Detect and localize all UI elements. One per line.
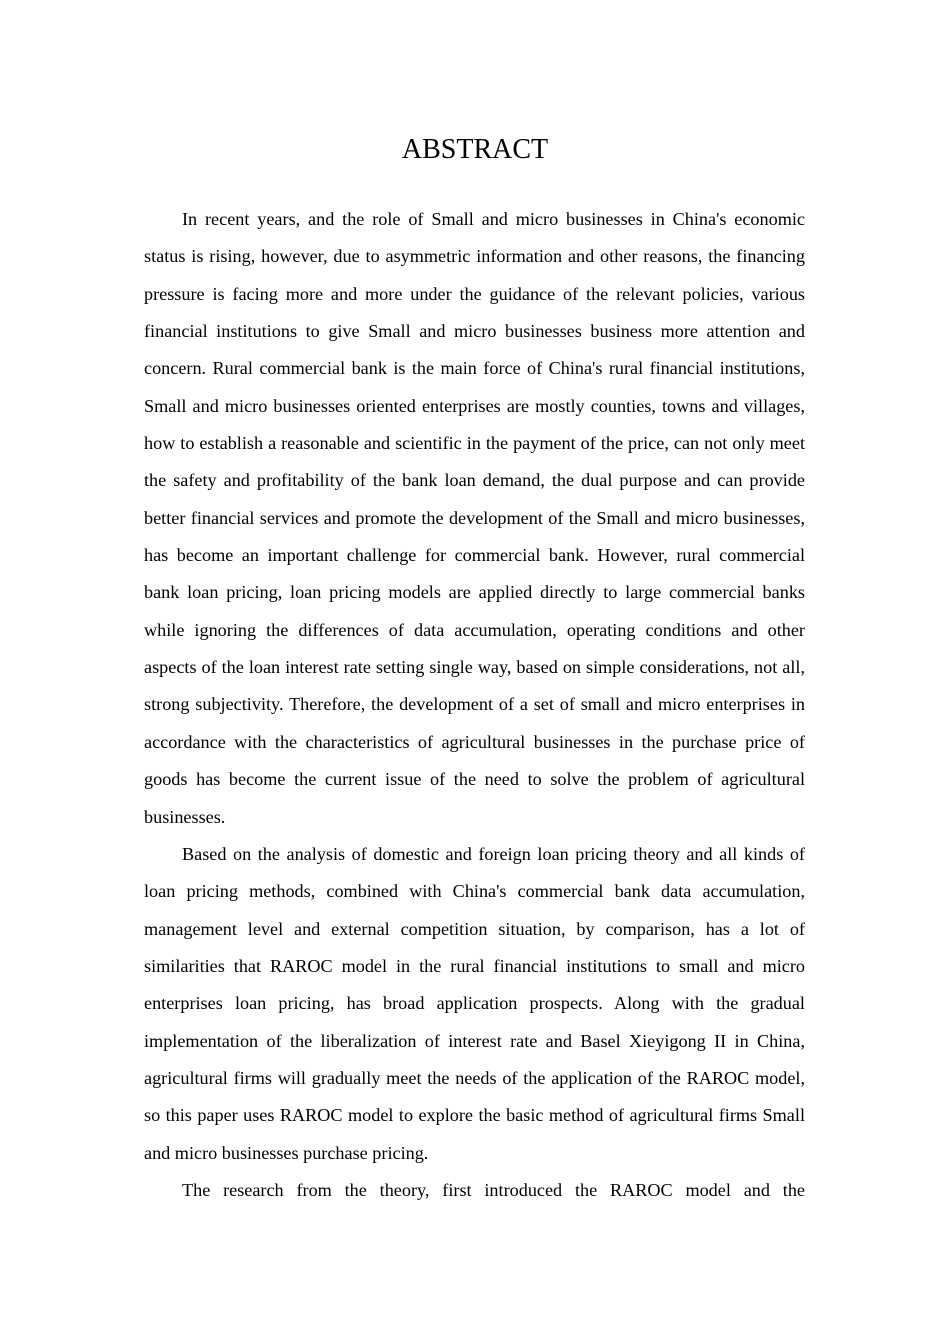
paragraph-1: In recent years, and the role of Small and micro businesses in China's economic status is rising, however, due to asymmetric information and other reasons, the financing pressure is facing more and more under the guidance of the relevant policies, various financial institutions to give Small and micro businesses business more attention and concern. Rural commercial bank is the main force of China's rural financial institutions, Small and micro businesses oriented enterprises are mostly counties, towns and villages, how to establish a reasonable and scientific in the payment of the price, can not only meet the safety and profitability of the bank loan demand, the dual purpose and can provide better financial services and promote the development of the Small and micro businesses, has become an important challenge for commercial bank. However, rural commercial bank loan pricing, loan pricing models are applied directly to large commercial banks while ignoring the differences of data accumulation, operating conditions and other aspects of the loan interest rate setting single way, based on simple considerations, not all, strong subjectivity. Therefore, the development of a set of small and micro enterprises in accordance with the characteristics of agricultural businesses in the purchase price of goods has become the current issue of the need to solve the problem of agricultural businesses. — [144, 209, 805, 827]
paragraph-2: Based on the analysis of domestic and foreign loan pricing theory and all kinds of loan pricing methods, combined with China's commercial bank data accumulation, management level and external competition situation, by comparison, has a lot of similarities that RAROC model in the rural financial institutions to small and micro enterprises loan pricing, has broad application prospects. Along with the gradual implementation of the liberalization of interest rate and Basel Xieyigong II in China, agricultural firms will gradually meet the needs of the application of the RAROC model, so this paper uses RAROC model to explore the basic method of agricultural firms Small and micro businesses purchase pricing. — [144, 843, 805, 1163]
abstract-title: ABSTRACT — [401, 134, 549, 165]
abstract-body — [144, 201, 805, 1209]
paragraph-3: The research from the theory, first introduced the RAROC model and the — [182, 1179, 805, 1200]
